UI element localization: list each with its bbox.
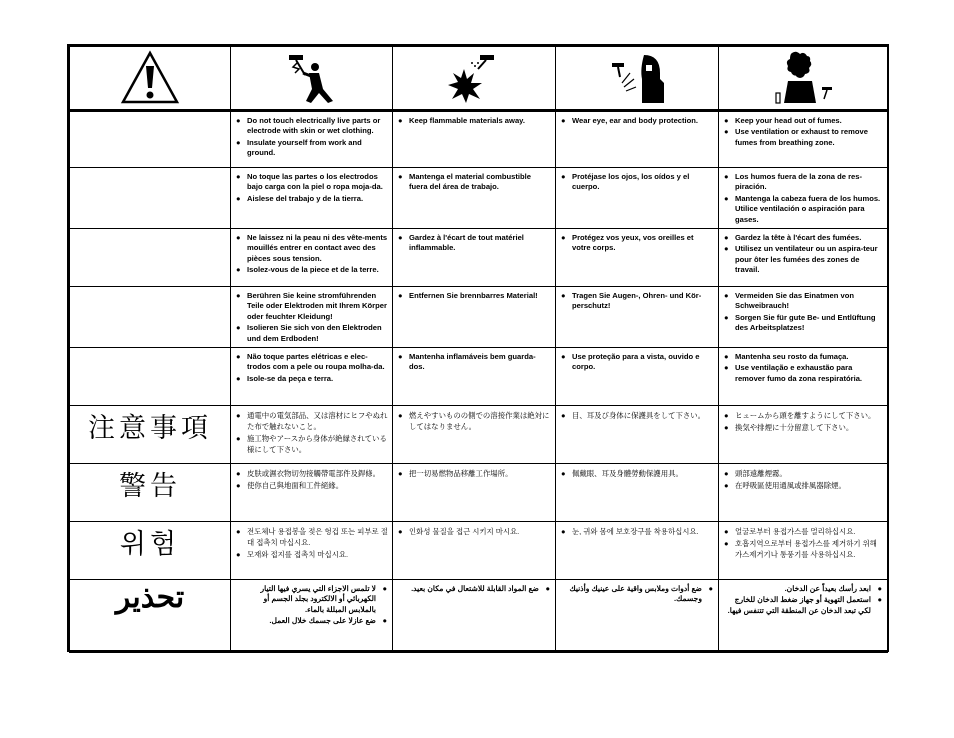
- warning-cell: [556, 348, 719, 406]
- warning-list: [556, 287, 718, 315]
- warning-cell: [556, 287, 719, 348]
- warning-label: 注意事項: [88, 413, 212, 444]
- warning-item: ● Los humos fuera de la zona de res-piración.: [723, 172, 883, 193]
- warning-cell: [393, 229, 556, 287]
- warning-item: ● لا تلمس الاجزاء التي يسري فيها التيار الكهربائي أو الالكترود بجلد الجسم أو بالملابس المبللة بالماء.: [235, 584, 388, 615]
- warning-item: ● 頭部遠離煙霧。: [723, 468, 883, 479]
- warning-list: [719, 406, 887, 436]
- warning-list: [719, 580, 887, 619]
- warning-list: [231, 168, 392, 207]
- warning-cell: [719, 287, 888, 348]
- warning-item: ● Mantenha seu rosto da fumaça.: [723, 352, 883, 362]
- warning-list: [719, 348, 887, 387]
- warning-cell: [719, 168, 888, 229]
- warning-list: [393, 229, 555, 257]
- warning-cell: [393, 580, 556, 653]
- warning-cell: [556, 464, 719, 522]
- warning-item: ● ضع أدوات وملابس واقية على عينيك وأذنيك وجسمك.: [560, 584, 714, 605]
- warning-cell: [393, 522, 556, 580]
- warning-item: ● 使你自己與地面和工件絕緣。: [235, 480, 388, 491]
- warning-item: ● Do not touch electrically live parts or electrode with skin or wet clothing.: [235, 116, 388, 137]
- warning-cell: [393, 111, 556, 168]
- warning-cell: [231, 168, 393, 229]
- warning-list: [556, 580, 718, 608]
- warning-list: [556, 406, 718, 424]
- warning-item: ● 얼굴로부터 용접가스를 멀리하십시요.: [723, 526, 883, 537]
- warning-item: ● ابعد رأسك بعيداً عن الدخان.: [723, 584, 883, 594]
- warning-cell: [231, 406, 393, 464]
- warning-item: ● 把一切易燃物品移離工作場所。: [397, 468, 551, 479]
- warning-cell: [231, 580, 393, 653]
- warning-item: ● Use ventilação e exhaustão para remover fumo da zona respiratória.: [723, 363, 883, 384]
- safety-warning-chart: [67, 44, 889, 652]
- warning-row: [70, 168, 888, 229]
- warning-list: [719, 168, 887, 228]
- warning-item: ● 佩戴眼、耳及身體勞動保護用具。: [560, 468, 714, 479]
- warning-list: [719, 522, 887, 563]
- icon-cell: [70, 47, 231, 111]
- warning-cell: [719, 580, 888, 653]
- warning-list: [556, 229, 718, 257]
- warning-item: ● 인화성 물질을 접근 시키지 마시요.: [397, 526, 551, 537]
- warning-item: ● Sorgen Sie für gute Be- und Entlüftung des Arbeitsplatzes!: [723, 313, 883, 334]
- icon-cell: [231, 47, 393, 111]
- warning-cell: [719, 229, 888, 287]
- warning-cell: [719, 111, 888, 168]
- warning-cell: [231, 348, 393, 406]
- warning-list: [393, 464, 555, 482]
- warning-cell: [393, 168, 556, 229]
- language-label-cell: [70, 287, 231, 348]
- warning-cell: [231, 522, 393, 580]
- warning-row: [70, 348, 888, 406]
- warning-row: [70, 111, 888, 168]
- warning-list: [393, 287, 555, 304]
- language-label-cell: [70, 580, 231, 653]
- warning-item: ● ضع عازلا على جسمك خلال العمل.: [235, 616, 388, 626]
- warning-triangle-icon: [120, 50, 180, 106]
- warning-item: ● 燃えやすいものの側での溶接作業は絶対にしてはなりません。: [397, 410, 551, 432]
- warning-list: [719, 287, 887, 337]
- warning-list: [393, 348, 555, 376]
- warning-list: [393, 522, 555, 540]
- warning-item: ● Isolez-vous de la piece et de la terre.: [235, 265, 388, 275]
- warning-row: [70, 229, 888, 287]
- warning-list: [556, 348, 718, 376]
- warning-item: ● Mantenha inflamáveis bem guarda-dos.: [397, 352, 551, 373]
- language-label-cell: [70, 348, 231, 406]
- warning-item: ● 눈, 귀와 몸에 보호장구를 착용하십시요.: [560, 526, 714, 537]
- warning-item: ● Protégez vos yeux, vos oreilles et votre corps.: [560, 233, 714, 254]
- language-label-cell: [70, 464, 231, 522]
- warning-item: ● Utilisez un ventilateur ou un aspira-teur pour ôter les fumées des zones de travail.: [723, 244, 883, 275]
- warning-row: [70, 464, 888, 522]
- warning-row: [70, 406, 888, 464]
- warning-cell: [556, 406, 719, 464]
- warning-item: ● 通電中の電気部品、又は溶材にヒフやぬれた布で触れないこと。: [235, 410, 388, 432]
- fire-explosion-icon: [442, 49, 506, 107]
- warning-list: [231, 522, 392, 563]
- warning-cell: [393, 287, 556, 348]
- warning-cell: [556, 580, 719, 653]
- icon-cell: [556, 47, 719, 111]
- electric-shock-icon: [281, 49, 343, 107]
- warning-item: ● 在呼吸區使用通風或排風器除煙。: [723, 480, 883, 491]
- language-label-cell: [70, 406, 231, 464]
- warning-list: [393, 112, 555, 129]
- warning-cell: [556, 111, 719, 168]
- warning-list: [231, 406, 392, 458]
- warning-item: ● Keep flammable materials away.: [397, 116, 551, 126]
- warning-list: [393, 580, 555, 597]
- warning-item: ● Insulate yourself from work and ground.: [235, 138, 388, 159]
- warning-item: ● 皮肤或濕衣物切勿接觸帶電部件及銲條。: [235, 468, 388, 479]
- warning-list: [231, 580, 392, 630]
- warning-list: [393, 406, 555, 435]
- warning-label: 위험: [119, 529, 181, 560]
- warning-item: ● Gardez à l'écart de tout matériel inflammable.: [397, 233, 551, 254]
- warning-item: ● Use ventilation or exhaust to remove fumes from breathing zone.: [723, 127, 883, 148]
- warning-label: تحذير: [115, 581, 185, 615]
- warning-item: ● Mantenga la cabeza fuera de los humos. Utilice ventilación o aspiración para gases.: [723, 194, 883, 225]
- warning-cell: [719, 348, 888, 406]
- warning-row: [70, 580, 888, 653]
- warning-cell: [556, 229, 719, 287]
- warning-item: ● 모재와 접지를 접촉치 마십시요.: [235, 549, 388, 560]
- warning-cell: [393, 464, 556, 522]
- warning-cell: [231, 229, 393, 287]
- warning-list: [231, 229, 392, 279]
- warning-item: ● Gardez la tête à l'écart des fumées.: [723, 233, 883, 243]
- warning-item: ● Berühren Sie keine stromführenden Teile oder Elektroden mit Ihrem Körper oder feuchter Kleidung!: [235, 291, 388, 322]
- warning-row: [70, 522, 888, 580]
- warning-list: [556, 168, 718, 196]
- language-label-cell: [70, 522, 231, 580]
- language-label-cell: [70, 229, 231, 287]
- warning-list: [719, 229, 887, 279]
- warning-item: ● 施工物やアースから身体が絶縁されている様にして下さい。: [235, 433, 388, 455]
- arc-rays-helmet-icon: [606, 49, 668, 107]
- language-label-cell: [70, 111, 231, 168]
- warning-cell: [719, 406, 888, 464]
- warning-item: ● Aislese del trabajo y de la tierra.: [235, 194, 388, 204]
- warning-cell: [719, 522, 888, 580]
- warning-item: ● 目、耳及び身体に保護具をして下さい。: [560, 410, 714, 421]
- warning-item: ● Wear eye, ear and body protection.: [560, 116, 714, 126]
- warning-item: ● Protéjase los ojos, los oídos y el cuerpo.: [560, 172, 714, 193]
- warning-cell: [719, 464, 888, 522]
- warning-cell: [231, 464, 393, 522]
- warning-cell: [556, 168, 719, 229]
- warning-item: ● 전도체나 용접봉을 젖은 헝겁 또는 피부로 절대 접촉치 마십시요.: [235, 526, 388, 548]
- warning-list: [556, 522, 718, 540]
- warning-list: [556, 112, 718, 129]
- icon-cell: [719, 47, 888, 111]
- warning-list: [231, 112, 392, 162]
- warning-item: ● Ne laissez ni la peau ni des vête-ments mouillés entrer en contact avec des pièces sous tension.: [235, 233, 388, 264]
- warning-cell: [393, 348, 556, 406]
- warning-item: ● 호흡지역으로부터 용접가스를 제거하기 위해 가스제거기나 통풍기를 사용하십시요.: [723, 538, 883, 560]
- warning-item: ● Tragen Sie Augen-, Ohren- und Kör-perschutz!: [560, 291, 714, 312]
- warning-item: ● Não toque partes elétricas e elec-trodos com a pele ou roupa molha-da.: [235, 352, 388, 373]
- warning-table: [69, 46, 888, 653]
- warning-list: [231, 348, 392, 387]
- warning-item: ● Vermeiden Sie das Einatmen von Schweibrauch!: [723, 291, 883, 312]
- warning-cell: [231, 287, 393, 348]
- icon-cell: [393, 47, 556, 111]
- warning-list: [231, 287, 392, 347]
- warning-item: ● ヒュームから頭を離すようにして下さい。: [723, 410, 883, 421]
- warning-list: [556, 464, 718, 482]
- warning-list: [231, 464, 392, 494]
- warning-item: ● Isolieren Sie sich von den Elektroden und dem Erdboden!: [235, 323, 388, 344]
- warning-item: ● No toque las partes o los electrodos bajo carga con la piel o ropa moja-da.: [235, 172, 388, 193]
- warning-list: [719, 112, 887, 151]
- warning-item: ● ضع المواد القابلة للاشتعال في مكان بعيد.: [397, 584, 551, 594]
- warning-item: ● Isole-se da peça e terra.: [235, 374, 388, 384]
- warning-label: 警告: [119, 471, 181, 502]
- warning-item: ● 換気や排煙に十分留意して下さい。: [723, 422, 883, 433]
- warning-item: ● Mantenga el material combustible fuera del área de trabajo.: [397, 172, 551, 193]
- warning-row: [70, 287, 888, 348]
- warning-cell: [231, 111, 393, 168]
- language-label-cell: [70, 168, 231, 229]
- icon-row: [70, 47, 888, 111]
- warning-item: ● Use proteção para a vista, ouvido e corpo.: [560, 352, 714, 373]
- warning-item: ● Keep your head out of fumes.: [723, 116, 883, 126]
- warning-item: ● استعمل التهوية أو جهاز ضغط الدخان للخارج لكي تبعد الدخان عن المنطقة التي تتنفس فيها.: [723, 595, 883, 616]
- warning-item: ● Entfernen Sie brennbarres Material!: [397, 291, 551, 301]
- fumes-icon: [770, 49, 836, 107]
- warning-list: [719, 464, 887, 494]
- warning-cell: [393, 406, 556, 464]
- warning-cell: [556, 522, 719, 580]
- warning-list: [393, 168, 555, 196]
